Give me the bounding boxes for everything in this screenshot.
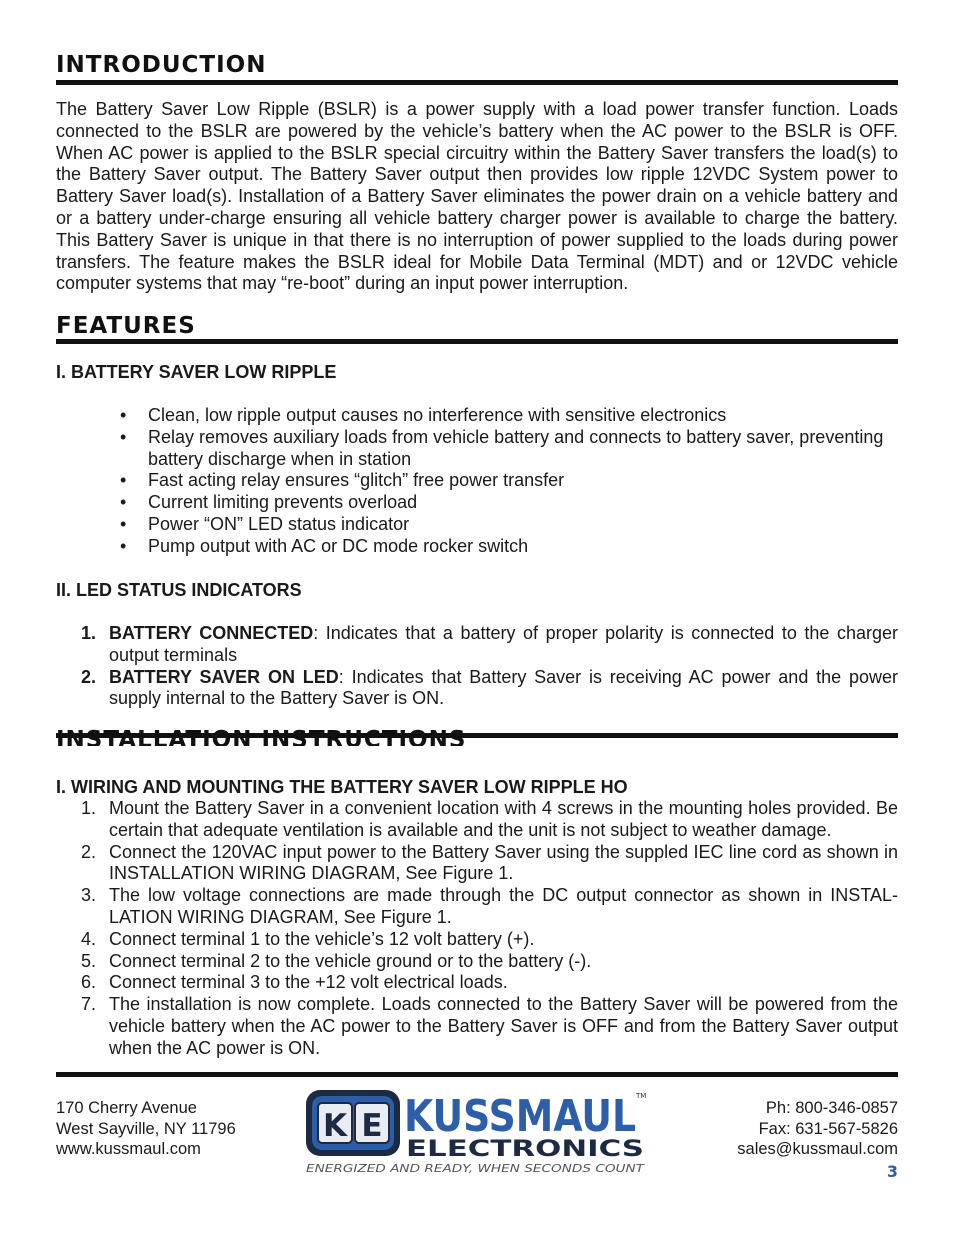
- bullet-icon: •: [120, 426, 127, 447]
- address-city: West Sayville, NY 11796: [56, 1119, 236, 1138]
- introduction-body: The Battery Saver Low Ripple (BSLR) is a power supply with a load power transfer function. Loads connected to the BSLR are powered by the vehicle’s battery when the AC power to the BSLR is OFF. When AC power is applied to the BSLR special circuitry within the Battery Saver transfers the load(s) to the Battery Saver output. The Battery Saver output then provides low ripple 12VDC System power to Battery Saver load(s). Installation of a Battery Saver eliminates the power drain on a vehicle battery and or a battery under-charge ensuring all vehicle battery charger power is available to charge the battery. This Battery Saver is unique in that there is no interruption of power supplied to the loads during power transfers. The feature makes the BSLR ideal for Mobile Data Terminal (MDT) and or 12VDC vehicle computer systems that may “re-boot” during an input power interruption.: [56, 99, 898, 294]
- battery-saver-low-ripple-title: I. BATTERY SAVER LOW RIPPLE: [56, 362, 337, 382]
- list-item: • Relay removes auxiliary loads from vehicle battery and connects to battery saver, preventing battery discharge when in station: [120, 426, 884, 469]
- list-item: 5. Connect terminal 2 to the vehicle ground or to the battery (-).: [81, 950, 592, 971]
- introduction-heading: INTRODUCTION: [56, 52, 267, 78]
- address-street: 170 Cherry Avenue: [56, 1099, 197, 1117]
- list-item: 6. Connect terminal 3 to the +12 volt electrical loads.: [81, 972, 508, 993]
- list-item: 2. BATTERY SAVER ON LED: Indicates that Battery Saver is receiving AC power and the power supply internal to the Battery Saver is ON.: [81, 666, 898, 709]
- led-label: BATTERY CONNECTED: [109, 623, 314, 643]
- logo-e: E: [361, 1108, 383, 1144]
- list-item: • Current limiting prevents overload: [120, 492, 418, 513]
- list-item: • Fast acting relay ensures “glitch” free power transfer: [120, 470, 565, 491]
- website-link[interactable]: www.kussmaul.com: [56, 1140, 201, 1158]
- installation-steps-list: [56, 798, 898, 1060]
- introduction-rule: [56, 80, 898, 85]
- phone-number: Ph: 800-346-0857: [765, 1099, 898, 1117]
- fax-number: Fax: 631-567-5826: [758, 1119, 898, 1138]
- bullet-icon: •: [120, 535, 127, 556]
- logo-subbrand: ELECTRONICS: [406, 1137, 644, 1162]
- list-item: 1. BATTERY CONNECTED: Indicates that a battery of proper polarity is connected to the charger output terminals: [81, 623, 898, 665]
- list-item: 1. Mount the Battery Saver in a convenient location with 4 screws in the mounting holes provided. Be certain that adequate ventilation is available and the unit is not subject to weather damage.: [81, 798, 898, 840]
- list-item: • Power “ON” LED status indicator: [120, 513, 410, 534]
- footer-contact: [737, 1098, 898, 1160]
- list-item: 2. Connect the 120VAC input power to the Battery Saver using the suppled IEC line cord as shown in INSTALLATION WIRING DIAGRAM, See Figure 1.: [81, 841, 898, 884]
- footer-address: [56, 1098, 236, 1160]
- page-number: 3: [886, 1162, 898, 1181]
- led-status-list: [56, 623, 898, 710]
- logo-k: K: [322, 1108, 348, 1144]
- list-item: 4. Connect terminal 1 to the vehicle’s 12 volt battery (+).: [81, 928, 535, 949]
- features-heading: FEATURES: [56, 313, 196, 339]
- led-label: BATTERY SAVER ON LED: [109, 666, 339, 687]
- wiring-and-mounting-title: I. WIRING AND MOUNTING THE BATTERY SAVER LOW RIPPLE HO: [56, 777, 628, 797]
- features-rule: [56, 339, 898, 344]
- led-status-indicators-title: II. LED STATUS INDICATORS: [56, 580, 302, 600]
- list-item: • Clean, low ripple output causes no interference with sensitive electronics: [120, 405, 727, 425]
- logo-brand: KUSSMAUL: [404, 1091, 636, 1142]
- bullet-icon: •: [120, 492, 127, 513]
- logo-tagline: ENERGIZED AND READY, WHEN SECONDS COUNT: [306, 1162, 646, 1175]
- list-item: • Pump output with AC or DC mode rocker switch: [120, 535, 529, 556]
- features-bullet-list: [56, 405, 898, 558]
- logo-trademark: TM: [636, 1092, 647, 1100]
- bullet-icon: •: [120, 470, 127, 491]
- bullet-icon: •: [120, 405, 127, 425]
- list-item: 7. The installation is now complete. Loads connected to the Battery Saver will be powered from the vehicle battery when the AC power to the Battery Saver is OFF and from the Battery Saver output when the AC power is ON.: [81, 994, 898, 1058]
- footer-rule: [56, 1072, 898, 1077]
- kussmaul-logo: [305, 1086, 647, 1178]
- bullet-icon: •: [120, 513, 127, 534]
- email-link[interactable]: sales@kussmaul.com: [737, 1140, 898, 1158]
- list-item: 3. The low voltage connections are made through the DC output connector as shown in INSTAL-LATION WIRING DIAGRAM, See Figure 1.: [81, 885, 898, 927]
- installation-rule: [56, 733, 898, 738]
